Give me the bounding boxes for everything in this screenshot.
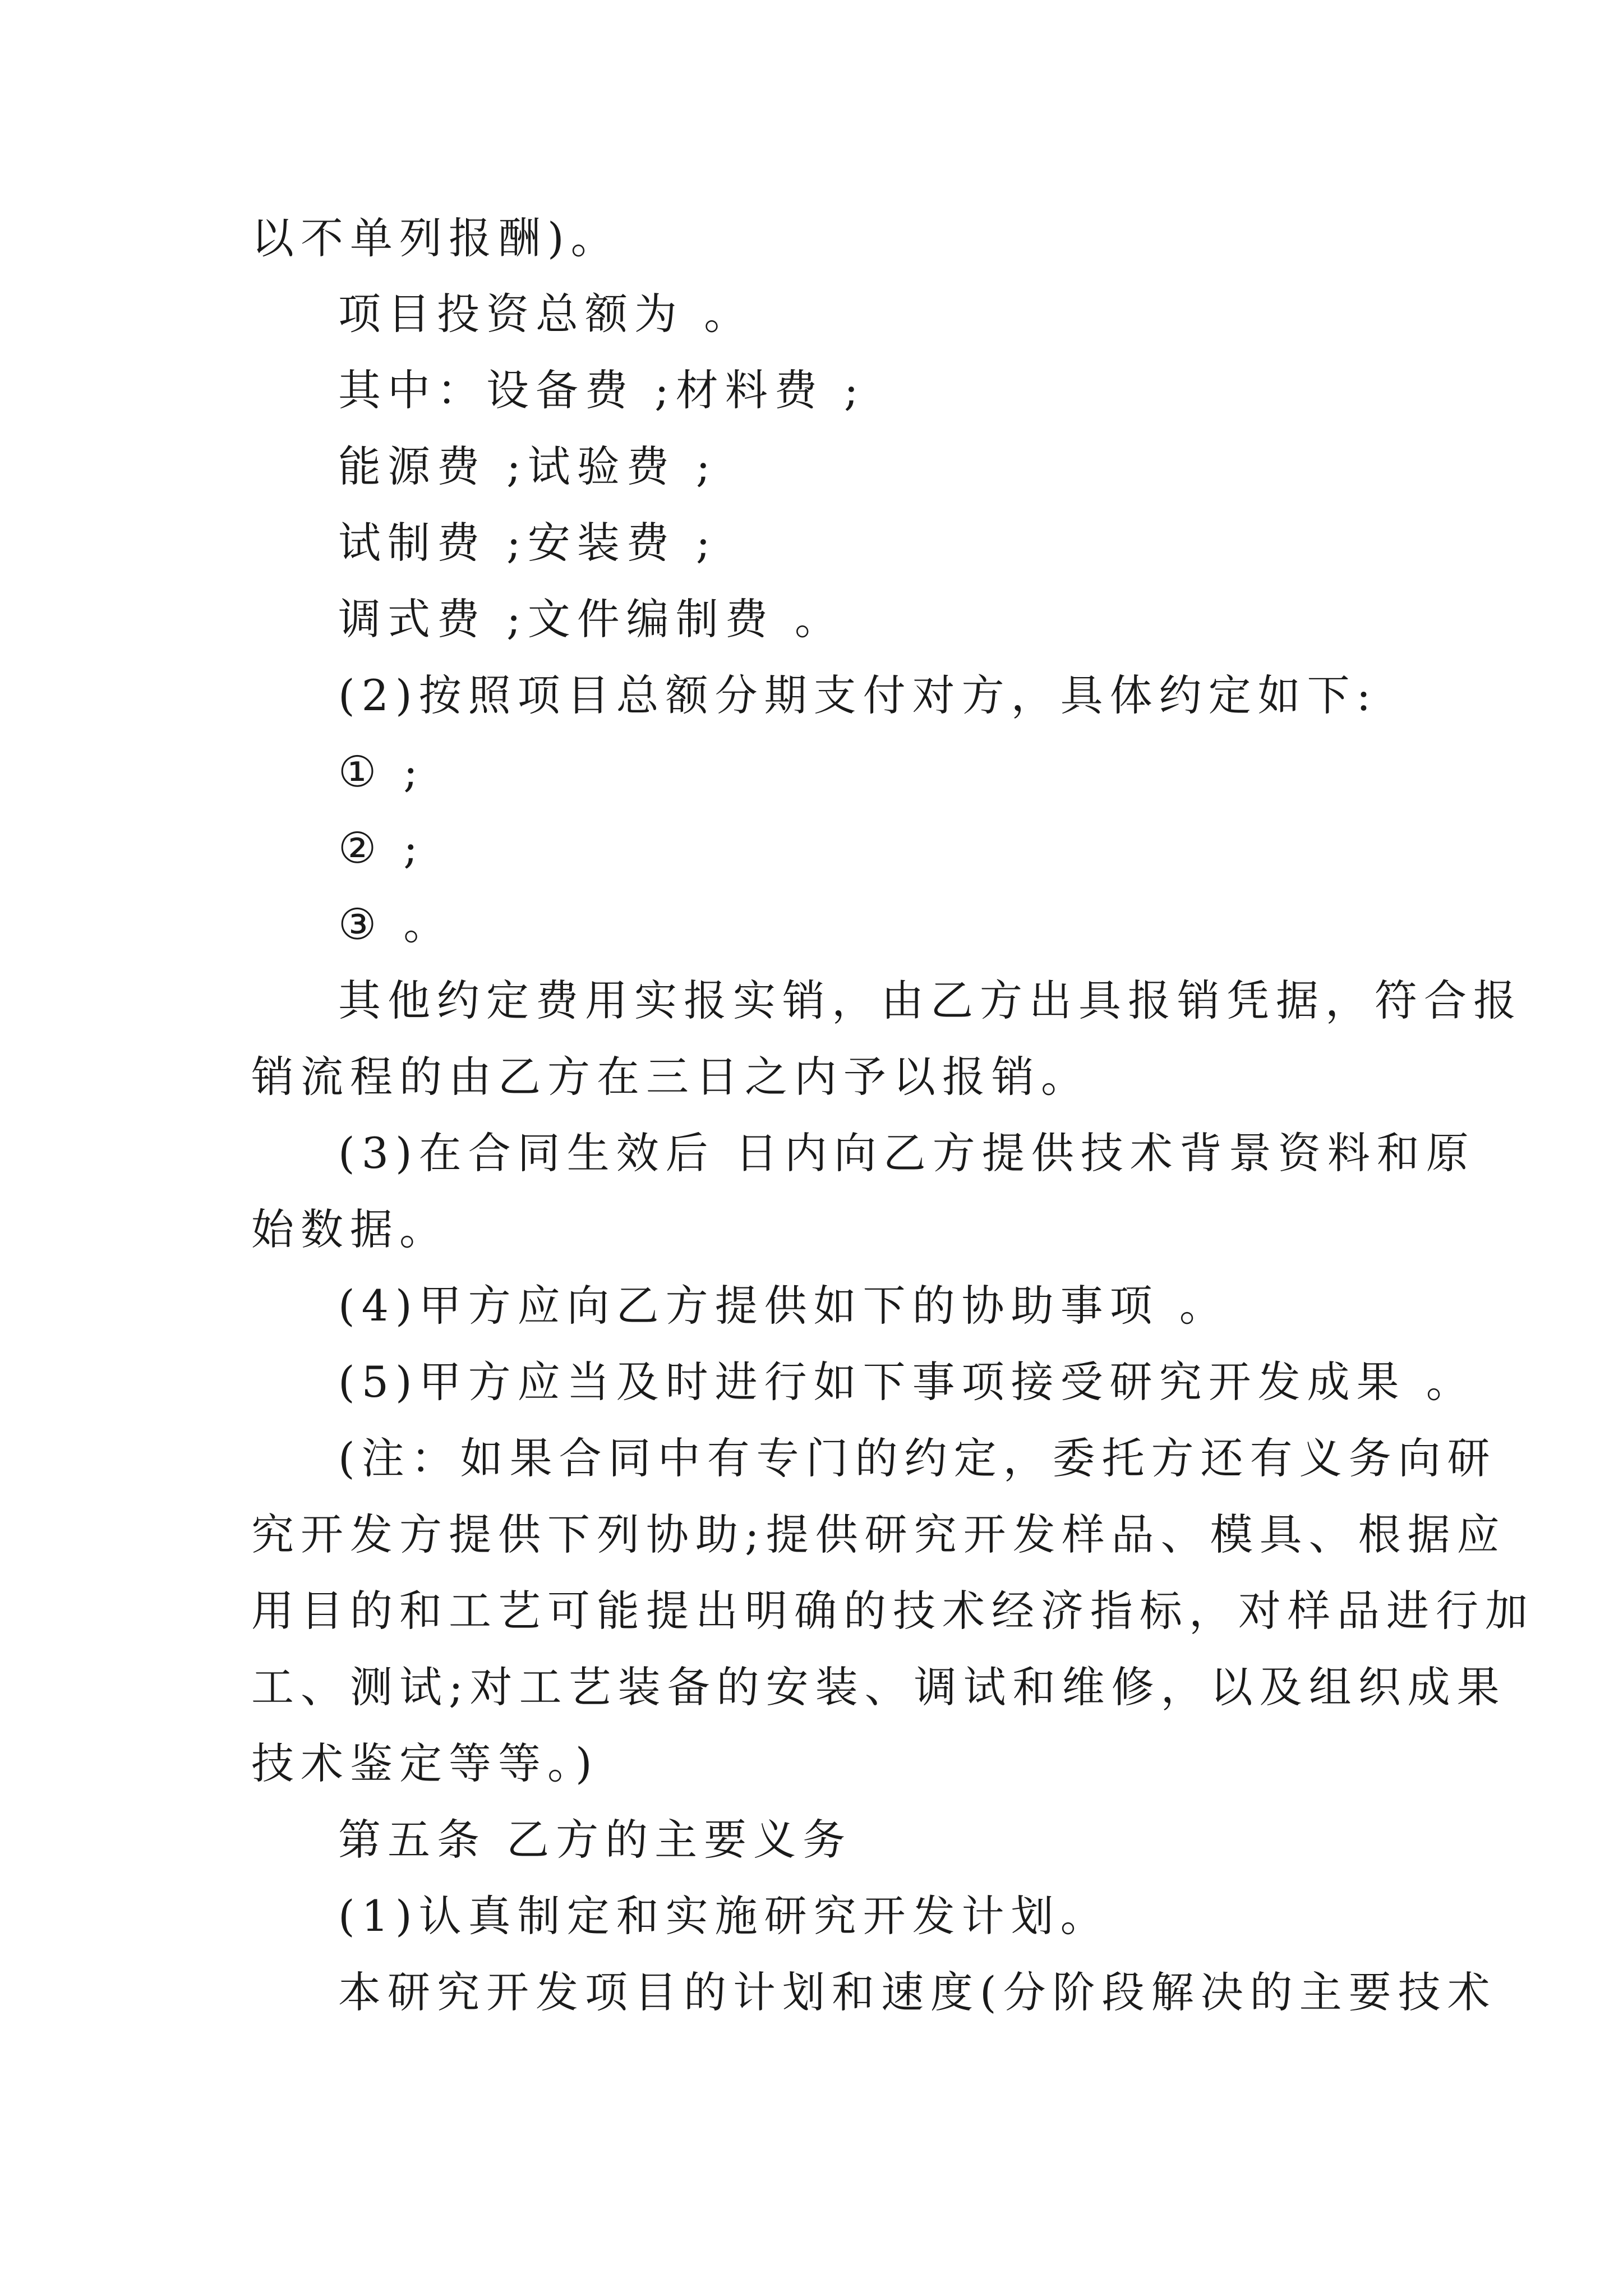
text-line: 销流程的由乙方在三日之内予以报销。 [251, 1052, 1090, 1102]
section-heading: 第五条 乙方的主要义务 [338, 1815, 852, 1865]
text-line: (1)认真制定和实施研究开发计划。 [338, 1891, 1110, 1941]
text-line: 始数据。 [251, 1204, 449, 1254]
text-line: 试制费 ;安装费 ; [338, 518, 717, 568]
text-line: (5)甲方应当及时进行如下事项接受研究开发成果 。 [338, 1357, 1476, 1407]
text-line: 项目投资总额为 。 [338, 289, 754, 339]
text-line: 调式费 ;文件编制费 。 [338, 594, 844, 644]
text-line: (2)按照项目总额分期支付对方，具体约定如下: [338, 670, 1378, 720]
text-line: 工、测试;对工艺装备的安装、调试和维修，以及组织成果 [251, 1662, 1506, 1712]
text-line: 究开发方提供下列协助;提供研究开发样品、模具、根据应 [251, 1510, 1506, 1559]
text-line: 其他约定费用实报实销，由乙方出具报销凭据，符合报 [338, 976, 1523, 1025]
text-line: (注：如果合同中有专门的约定，委托方还有义务向研 [338, 1433, 1497, 1483]
text-line: ③ 。 [338, 899, 453, 949]
text-line: ② ; [338, 823, 425, 873]
text-line: (3)在合同生效后 日内向乙方提供技术背景资料和原 [338, 1128, 1476, 1178]
text-line: 能源费 ;试验费 ; [338, 441, 717, 491]
text-line: 本研究开发项目的计划和速度(分阶段解决的主要技术 [338, 1967, 1497, 2017]
text-line: 其中：设备费 ;材料费 ; [338, 365, 865, 415]
text-line: 以不单列报酬)。 [251, 213, 620, 263]
text-line: (4)甲方应向乙方提供如下的协助事项 。 [338, 1281, 1229, 1331]
text-line: 技术鉴定等等。) [251, 1738, 599, 1788]
text-line: ① ; [338, 747, 425, 797]
text-line: 用目的和工艺可能提出明确的技术经济指标，对样品进行加 [251, 1586, 1534, 1636]
